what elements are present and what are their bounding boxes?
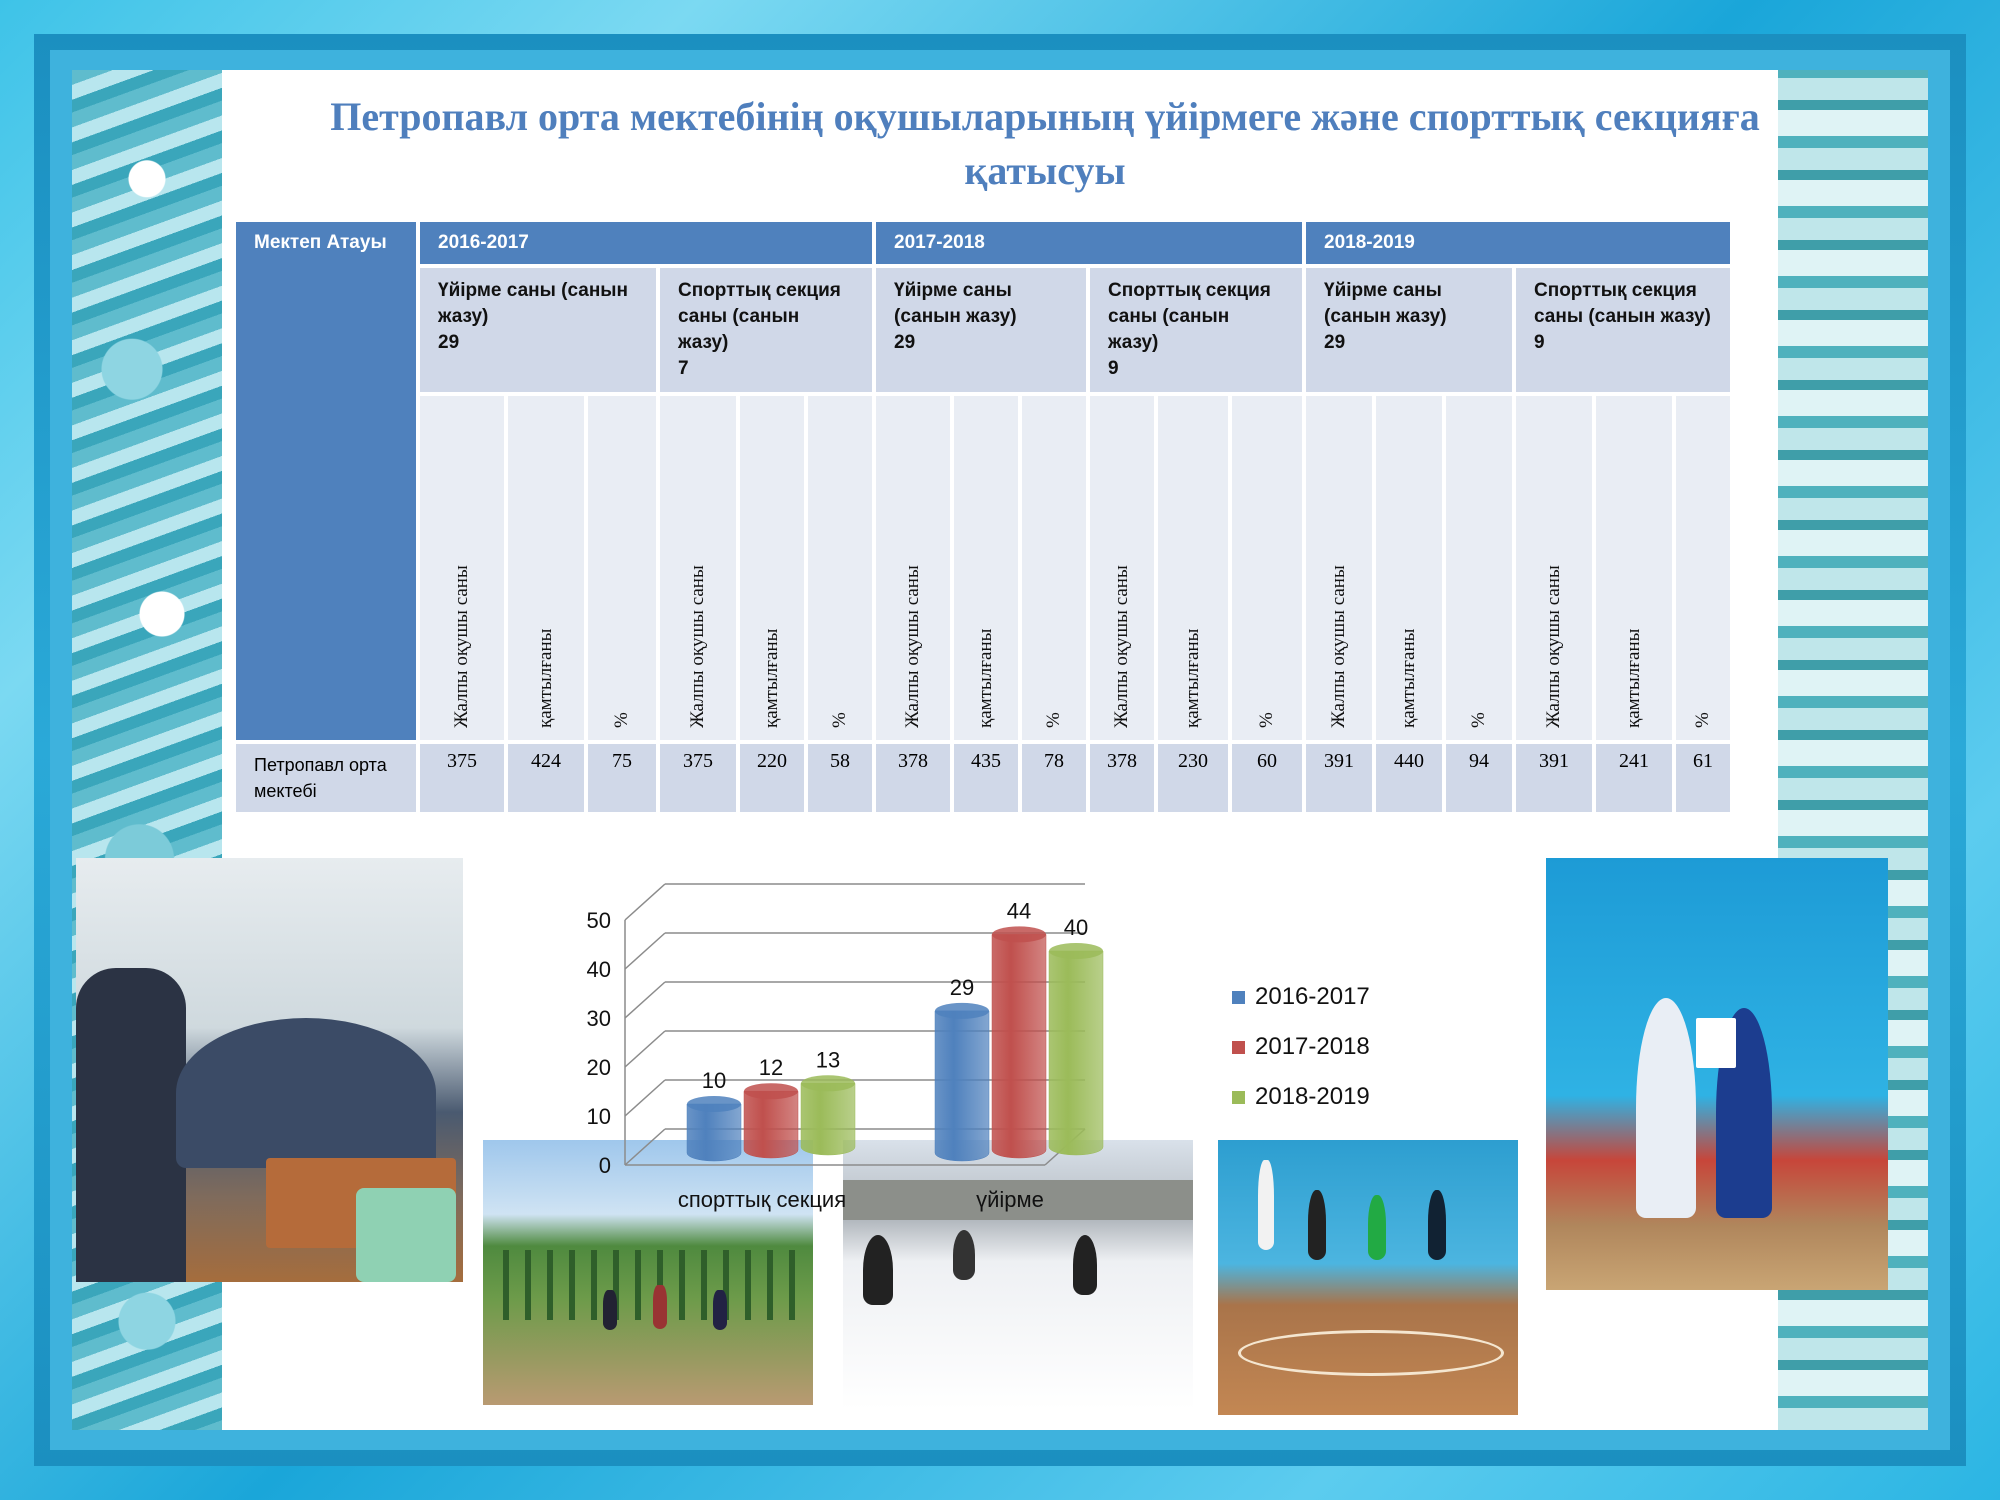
col-header-percent (1446, 396, 1512, 740)
value-cell: 78 (1022, 744, 1086, 812)
gridline-side (625, 884, 665, 920)
col-header-percent (588, 396, 656, 740)
year-header: 2018-2019 (1306, 222, 1730, 264)
col-header-total (876, 396, 950, 740)
y-tick-label: 30 (586, 1006, 611, 1031)
sub-header-count: 29 (894, 332, 916, 353)
col-header-total (420, 396, 504, 740)
sub-header (660, 268, 872, 392)
value-cell: 241 (1596, 744, 1672, 812)
sub-header-label: Спорттық секция саны (санын жазу) (1108, 280, 1271, 353)
legend-swatch (1232, 991, 1245, 1004)
gridline-side (625, 1080, 665, 1116)
col-header-text: Жалпы оқушы саны (1328, 565, 1349, 728)
value-cell: 378 (876, 744, 950, 812)
gridline-side (625, 982, 665, 1018)
col-header-covered (740, 396, 804, 740)
col-header-text: Жалпы оқушы саны (687, 565, 708, 728)
col-header-text: қамтылғаны (761, 628, 782, 728)
bar (935, 1011, 989, 1161)
gym-photo (1218, 1140, 1518, 1415)
col-header-total (1090, 396, 1154, 740)
value-cell: 378 (1090, 744, 1154, 812)
data-label: 44 (1006, 898, 1032, 924)
bar-chart (540, 870, 1200, 1230)
col-header-percent (1232, 396, 1302, 740)
col-header-text: % (1692, 712, 1713, 728)
sub-header-label: Үйірме саны (санын жазу) (438, 280, 628, 327)
bar-top (687, 1096, 741, 1112)
bar (801, 1083, 855, 1155)
col-header-text: % (1468, 712, 1489, 728)
col-header-text: % (829, 712, 850, 728)
col-header-text: қамтылғаны (1623, 628, 1644, 728)
gridline-side (625, 1129, 665, 1165)
data-label: 29 (949, 974, 975, 1000)
col-header-covered (1158, 396, 1228, 740)
bar-top (1049, 943, 1103, 959)
sub-header-label: Спорттық секция саны (санын жазу) (1534, 280, 1711, 327)
bar (687, 1104, 741, 1161)
year-header: 2016-2017 (420, 222, 872, 264)
data-label: 12 (758, 1055, 784, 1081)
y-tick-label: 40 (586, 957, 611, 982)
award-ceremony-photo (1546, 858, 1888, 1290)
y-tick-label: 0 (598, 1153, 611, 1178)
col-header-percent (808, 396, 872, 740)
year-header: 2017-2018 (876, 222, 1302, 264)
bar-top (801, 1075, 855, 1091)
sub-header-label: Үйірме саны (санын жазу) (1324, 280, 1447, 327)
x-tick-label: үйірме (976, 1187, 1044, 1212)
col-header-text: Жалпы оқушы саны (902, 565, 923, 728)
gridline-side (625, 933, 665, 969)
col-header-text: % (1256, 712, 1277, 728)
value-cell: 230 (1158, 744, 1228, 812)
legend-item (1232, 972, 1370, 1022)
col-header-total (1306, 396, 1372, 740)
value-cell: 391 (1306, 744, 1372, 812)
value-cell: 220 (740, 744, 804, 812)
col-header-total (660, 396, 736, 740)
school-name-header: Мектеп Атауы (236, 222, 416, 740)
bar (992, 934, 1046, 1158)
bar-top (744, 1083, 798, 1099)
value-cell: 94 (1446, 744, 1512, 812)
col-header-text: Жалпы оқушы саны (1543, 565, 1564, 728)
value-cell: 58 (808, 744, 872, 812)
value-cell: 391 (1516, 744, 1592, 812)
legend-item (1232, 1022, 1370, 1072)
sub-header (1090, 268, 1302, 392)
value-cell: 375 (420, 744, 504, 812)
value-cell: 440 (1376, 744, 1442, 812)
col-header-text: Жалпы оқушы саны (451, 565, 472, 728)
col-header-percent (1022, 396, 1086, 740)
sub-header-label: Үйірме саны (санын жазу) (894, 280, 1017, 327)
sub-header-count: 9 (1534, 332, 1545, 353)
col-header-text: қамтылғаны (535, 628, 556, 728)
value-cell: 435 (954, 744, 1018, 812)
table-row (236, 744, 1730, 812)
bar-top (935, 1003, 989, 1019)
col-header-covered (954, 396, 1018, 740)
data-label: 13 (815, 1047, 841, 1073)
sub-header (1306, 268, 1512, 392)
legend-label: 2018-2019 (1255, 1083, 1370, 1110)
bar (1049, 951, 1103, 1155)
col-header-total (1516, 396, 1592, 740)
y-tick-label: 20 (586, 1055, 611, 1080)
legend-swatch (1232, 1091, 1245, 1104)
legend-label: 2016-2017 (1255, 983, 1370, 1010)
library-photo (76, 858, 463, 1282)
value-cell: 424 (508, 744, 584, 812)
col-header-covered (1596, 396, 1672, 740)
legend-label: 2017-2018 (1255, 1033, 1370, 1060)
bar (744, 1091, 798, 1158)
value-cell: 60 (1232, 744, 1302, 812)
data-label: 40 (1063, 915, 1089, 940)
col-header-text: % (1043, 712, 1064, 728)
col-header-covered (508, 396, 584, 740)
col-header-text: Жалпы оқушы саны (1111, 565, 1132, 728)
chart-legend (1232, 972, 1370, 1122)
school-name-cell: Петропавл орта мектебі (236, 744, 416, 812)
col-header-covered (1376, 396, 1442, 740)
sub-header-count: 7 (678, 358, 689, 379)
gridline-side (625, 1031, 665, 1067)
legend-swatch (1232, 1041, 1245, 1054)
y-tick-label: 50 (586, 908, 611, 933)
bar-top (992, 926, 1046, 942)
col-header-text: қамтылғаны (975, 628, 996, 728)
value-cell: 375 (660, 744, 736, 812)
col-header-text: қамтылғаны (1398, 628, 1419, 728)
sub-header (1516, 268, 1730, 392)
sub-header-count: 29 (1324, 332, 1346, 353)
y-tick-label: 10 (586, 1104, 611, 1129)
legend-item (1232, 1072, 1370, 1122)
sub-header-label: Спорттық секция саны (санын жазу) (678, 280, 841, 353)
page-title: Петропавл орта мектебінің оқушыларының үйірмеге және спорттық секцияға қатысуы (330, 94, 1760, 193)
sub-header (420, 268, 656, 392)
value-cell: 61 (1676, 744, 1730, 812)
data-label: 10 (701, 1068, 727, 1093)
col-header-text: % (611, 712, 632, 728)
col-header-percent (1676, 396, 1730, 740)
x-tick-label: спорттық секция (677, 1187, 847, 1212)
sub-header-count: 29 (438, 332, 460, 353)
sub-header (876, 268, 1086, 392)
value-cell: 75 (588, 744, 656, 812)
participation-table (232, 218, 1734, 816)
col-header-text: қамтылғаны (1182, 628, 1203, 728)
sub-header-count: 9 (1108, 358, 1119, 379)
